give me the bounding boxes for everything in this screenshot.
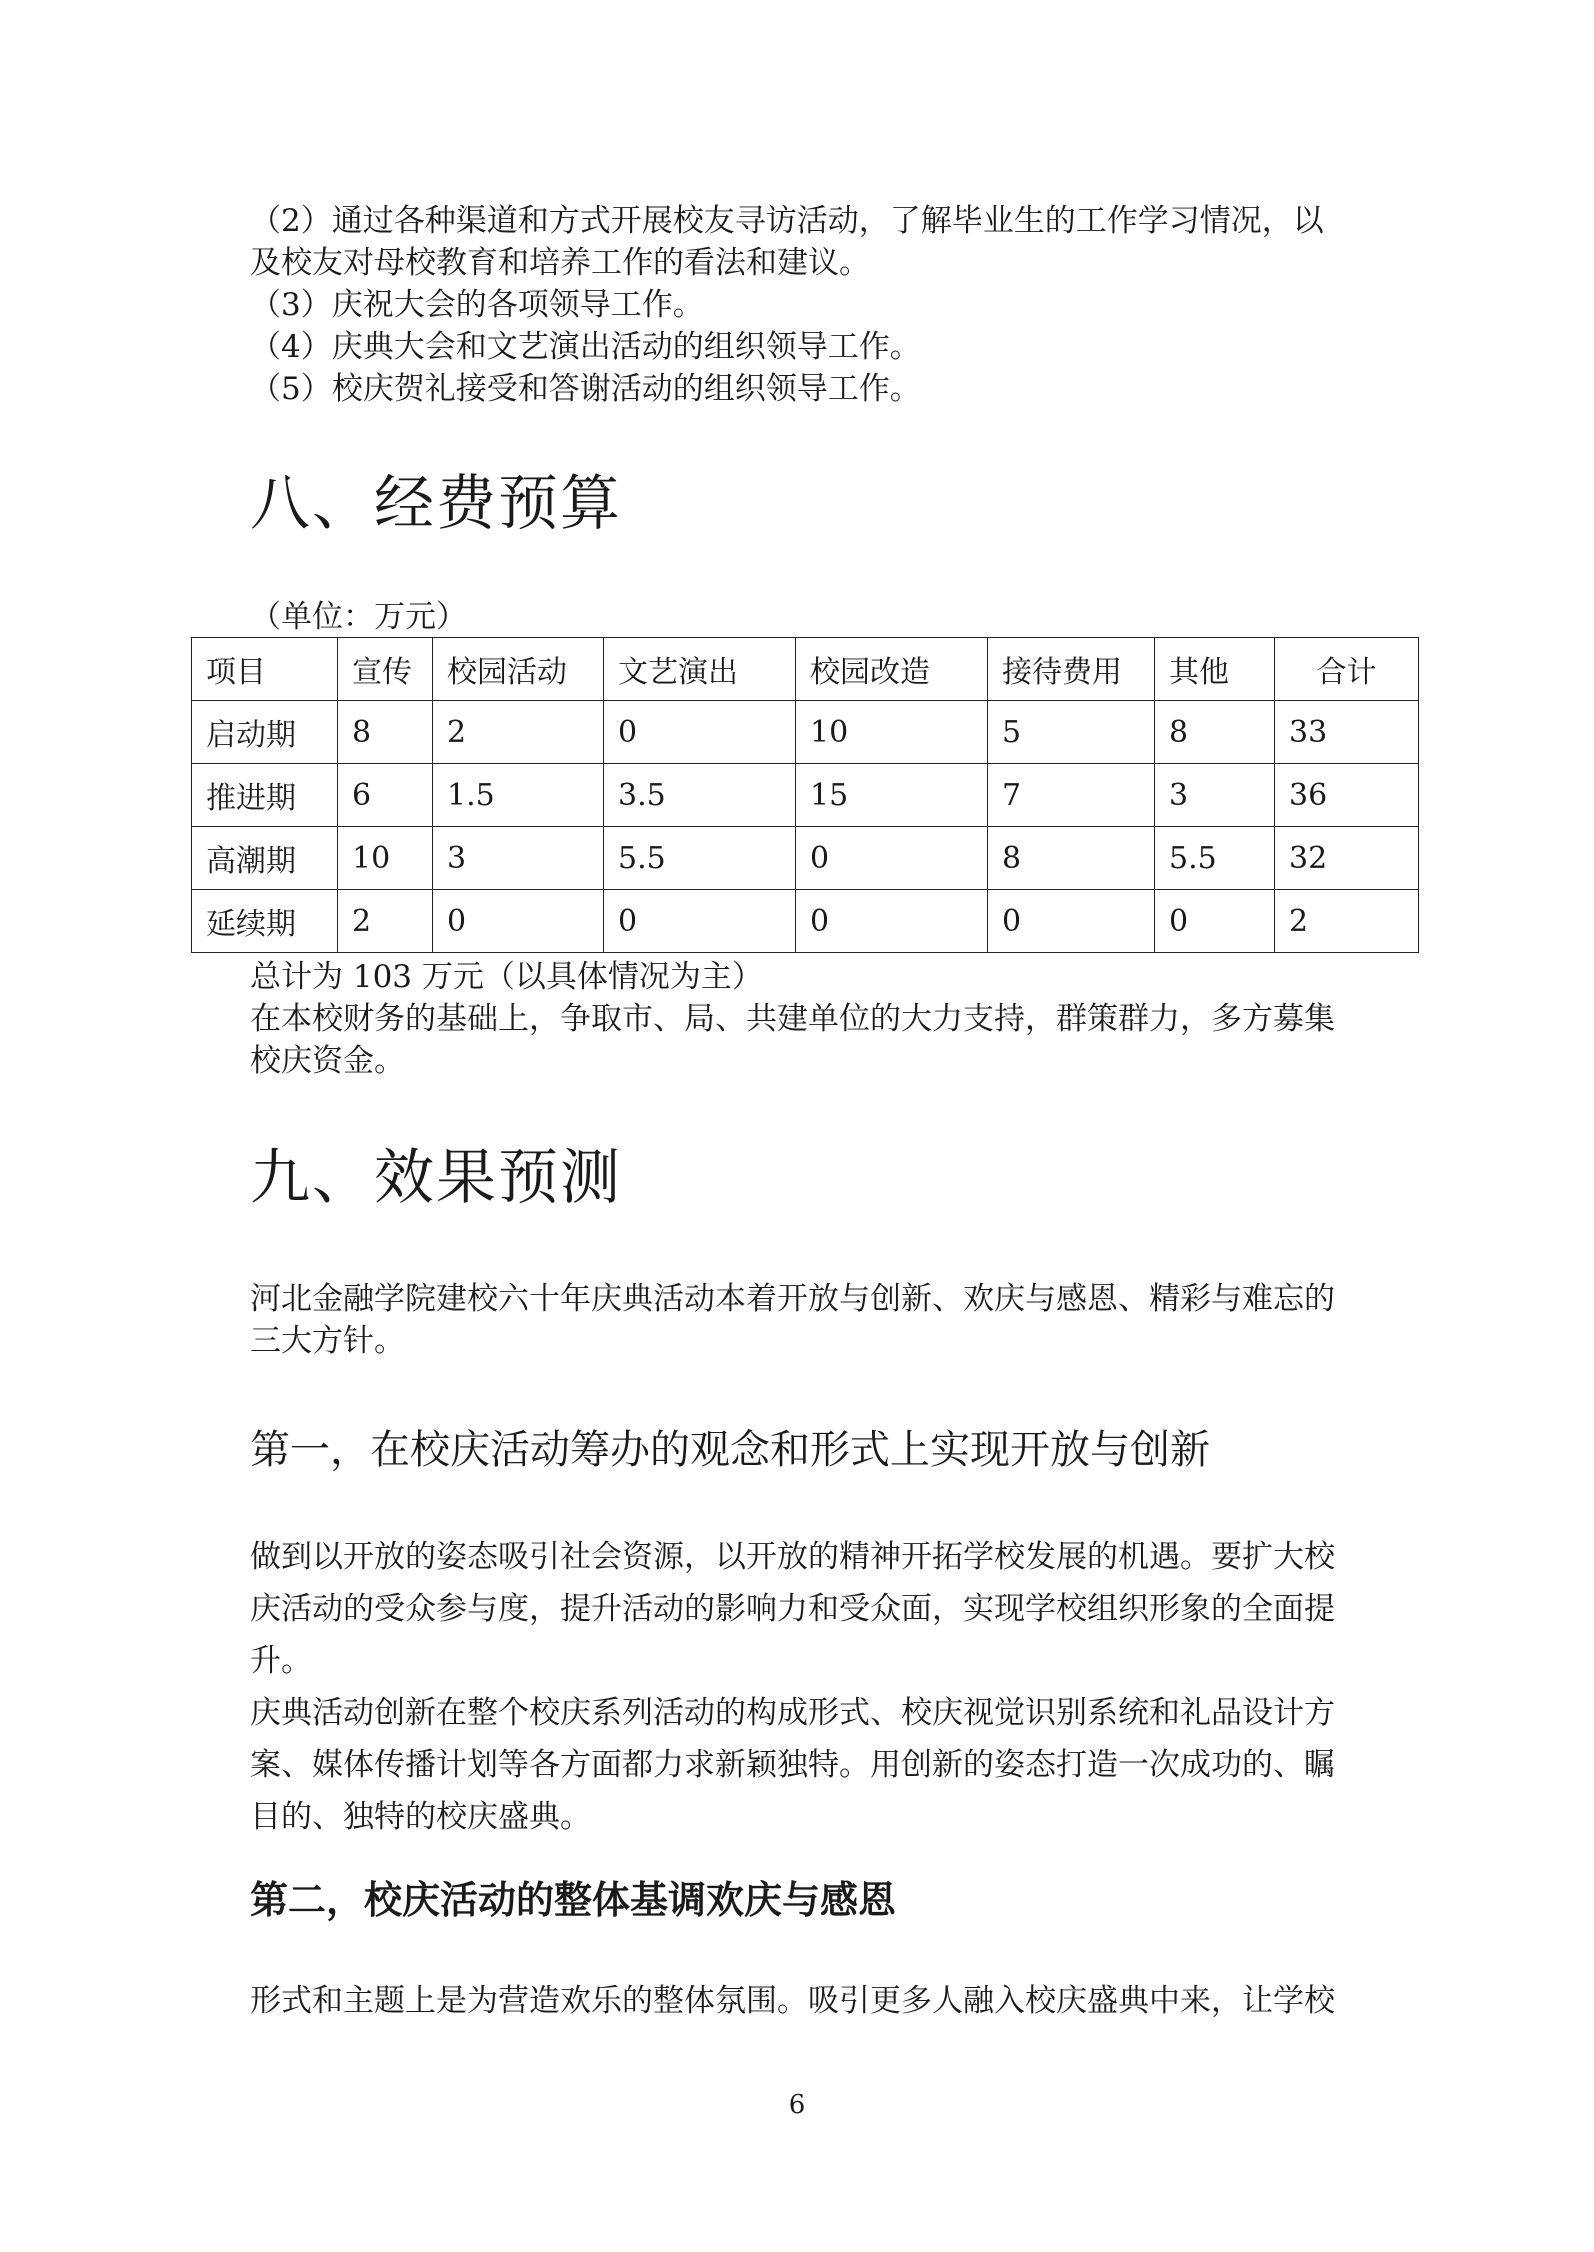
table-cell: 3.5 xyxy=(604,764,796,827)
table-header-cell: 其他 xyxy=(1155,638,1275,701)
unit-note xyxy=(250,596,467,638)
openness-paragraphs xyxy=(250,1536,1335,1838)
table-header-cell: 校园改造 xyxy=(796,638,988,701)
budget-table xyxy=(191,637,1419,953)
section-heading-budget: 八、经费预算 xyxy=(250,469,622,539)
table-cell: 3 xyxy=(433,827,604,890)
funding-line: 校庆资金。 xyxy=(250,1043,405,1079)
table-header-row xyxy=(192,638,1419,701)
table-cell: 6 xyxy=(338,764,433,827)
table-cell: 2 xyxy=(338,890,433,953)
effect-intro-line: 河北金融学院建校六十年庆典活动本着开放与创新、欢庆与感恩、精彩与难忘的 xyxy=(250,1281,1335,1317)
paragraph-line: 做到以开放的姿态吸引社会资源，以开放的精神开拓学校发展的机遇。要扩大校 xyxy=(250,1539,1335,1575)
paragraph-line: 庆典活动创新在整个校庆系列活动的构成形式、校庆视觉识别系统和礼品设计方 xyxy=(250,1695,1335,1731)
table-cell: 8 xyxy=(338,701,433,764)
unit-note-text: （单位：万元） xyxy=(250,599,467,635)
table-cell: 7 xyxy=(988,764,1155,827)
paragraph-line: 目的、独特的校庆盛典。 xyxy=(250,1799,591,1835)
table-header-cell: 合计 xyxy=(1275,638,1419,701)
table-cell: 5 xyxy=(988,701,1155,764)
table-cell: 2 xyxy=(433,701,604,764)
intro-line: （4）庆典大会和文艺演出活动的组织领导工作。 xyxy=(250,329,921,365)
intro-line: （5）校庆贺礼接受和答谢活动的组织领导工作。 xyxy=(250,371,921,407)
table-row xyxy=(192,827,1419,890)
table-cell: 3 xyxy=(1155,764,1275,827)
table-cell: 33 xyxy=(1275,701,1419,764)
table-row xyxy=(192,701,1419,764)
table-cell: 15 xyxy=(796,764,988,827)
table-header-cell: 校园活动 xyxy=(433,638,604,701)
table-cell: 0 xyxy=(988,890,1155,953)
table-cell: 10 xyxy=(796,701,988,764)
subheading-celebration-gratitude: 第二，校庆活动的整体基调欢庆与感恩 xyxy=(250,1878,897,1922)
table-header-cell: 宣传 xyxy=(338,638,433,701)
table-cell: 0 xyxy=(604,701,796,764)
table-cell: 推进期 xyxy=(192,764,338,827)
paragraph-line: 庆活动的受众参与度，提升活动的影响力和受众面，实现学校组织形象的全面提 xyxy=(250,1591,1335,1627)
table-cell: 高潮期 xyxy=(192,827,338,890)
table-cell: 8 xyxy=(1155,701,1275,764)
table-cell: 36 xyxy=(1275,764,1419,827)
table-cell: 10 xyxy=(338,827,433,890)
paragraph-line: 形式和主题上是为营造欢乐的整体氛围。吸引更多人融入校庆盛典中来，让学校 xyxy=(250,1983,1335,2019)
intro-line: （2）通过各种渠道和方式开展校友寻访活动，了解毕业生的工作学习情况，以 xyxy=(250,203,1324,239)
table-cell: 0 xyxy=(604,890,796,953)
table-cell: 8 xyxy=(988,827,1155,890)
paragraph-line: 案、媒体传播计划等各方面都力求新颖独特。用创新的姿态打造一次成功的、瞩 xyxy=(250,1747,1335,1783)
table-header-cell: 项目 xyxy=(192,638,338,701)
funding-line: 在本校财务的基础上，争取市、局、共建单位的大力支持，群策群力，多方募集 xyxy=(250,1001,1335,1037)
page-number: 6 xyxy=(788,2090,806,2120)
table-cell: 延续期 xyxy=(192,890,338,953)
table-cell: 启动期 xyxy=(192,701,338,764)
table-row xyxy=(192,890,1419,953)
paragraph-line: 升。 xyxy=(250,1643,312,1679)
section-heading-effect: 九、效果预测 xyxy=(250,1143,622,1213)
table-header-cell: 文艺演出 xyxy=(604,638,796,701)
table-cell: 1.5 xyxy=(433,764,604,827)
effect-intro xyxy=(250,1278,1335,1362)
table-cell: 0 xyxy=(433,890,604,953)
table-cell: 32 xyxy=(1275,827,1419,890)
table-header-cell: 接待费用 xyxy=(988,638,1155,701)
table-cell: 0 xyxy=(796,890,988,953)
table-cell: 2 xyxy=(1275,890,1419,953)
table-cell: 5.5 xyxy=(1155,827,1275,890)
table-cell: 0 xyxy=(796,827,988,890)
intro-list xyxy=(250,200,1324,410)
table-cell: 5.5 xyxy=(604,827,796,890)
budget-notes xyxy=(250,956,1335,1082)
celebration-paragraph xyxy=(250,1980,1335,2022)
table-row xyxy=(192,764,1419,827)
table-cell: 0 xyxy=(1155,890,1275,953)
intro-line: 及校友对母校教育和培养工作的看法和建议。 xyxy=(250,245,870,281)
total-line: 总计为 103 万元（以具体情况为主） xyxy=(250,959,763,995)
subheading-openness-innovation: 第一，在校庆活动筹办的观念和形式上实现开放与创新 xyxy=(250,1427,1210,1473)
effect-intro-line: 三大方针。 xyxy=(250,1323,405,1359)
intro-line: （3）庆祝大会的各项领导工作。 xyxy=(250,287,704,323)
